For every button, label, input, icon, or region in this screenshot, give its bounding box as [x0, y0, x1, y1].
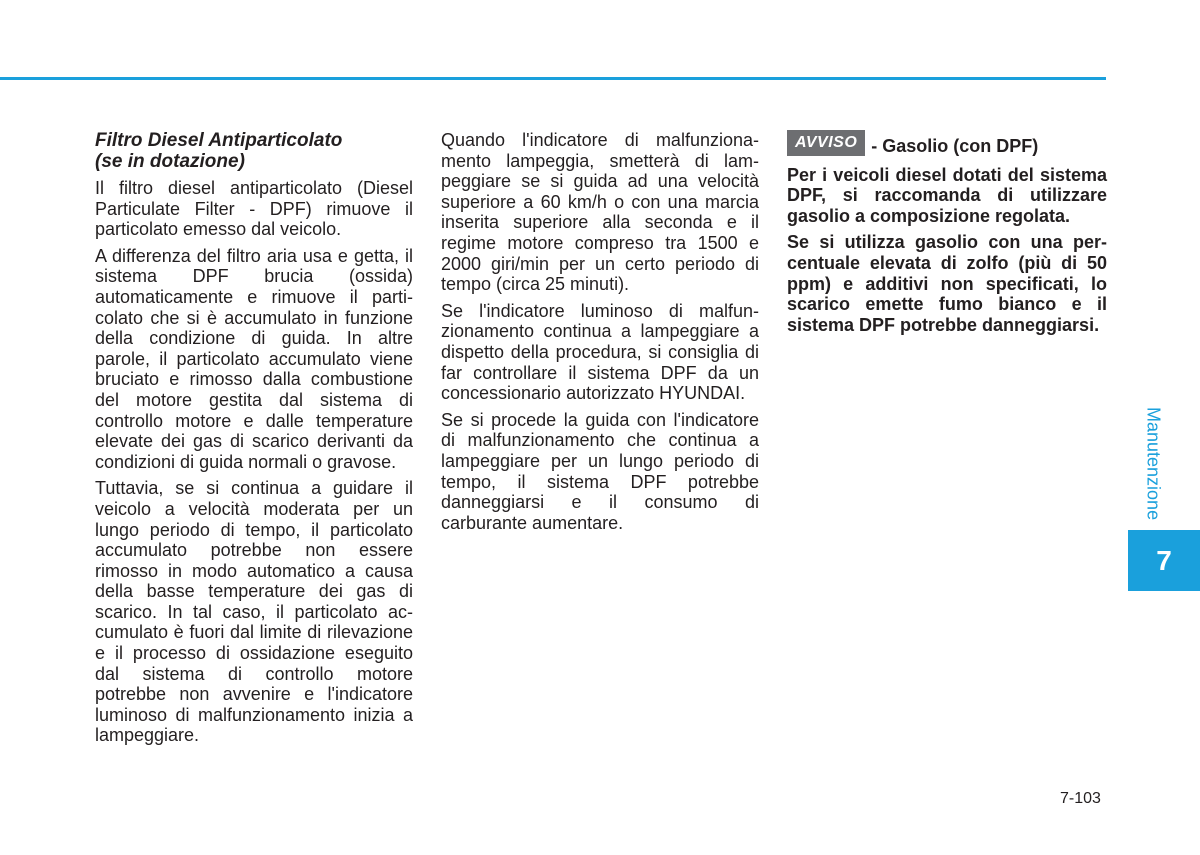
column-left	[95, 130, 413, 752]
header-rule	[0, 77, 1106, 80]
chapter-tab: 7	[1128, 530, 1200, 591]
warning-title: - Gasolio (con DPF)	[871, 136, 1039, 156]
warning-header	[787, 130, 1107, 157]
paragraph-indicator-dealer: Se l'indicatore luminoso di malfunzionamento continua a lampeggiare a dispetto della procedura, si consiglia di far controllare il sistema DPF da un concessionario autorizzato HYUNDAI.	[441, 300, 759, 404]
page-number: 7-103	[1060, 790, 1101, 807]
section-title-line2: (se in dotazione)	[95, 151, 245, 172]
warning-paragraph-sulfur: Se si utilizza gasolio con una percentuale elevata di zolfo (più di 50 ppm) e additivi non specificati, lo scarico emette fumo bianco e il sistema DPF potrebbe danneggiarsi.	[787, 232, 1107, 335]
warning-paragraph-fuel: Per i veicoli diesel dotati del sistema DPF, si raccomanda di utilizzare gasolio a composizione regolata.	[787, 164, 1107, 226]
column-middle	[441, 130, 759, 539]
paragraph-dpf-intro: Il filtro diesel antiparticolato (Diesel Particulate Filter - DPF) rimuove il particolato emesso dal veicolo.	[95, 178, 413, 240]
section-title-line1: Filtro Diesel Antiparticolato	[95, 130, 343, 151]
paragraph-indicator-stop: Quando l'indicatore di malfunzionamento lampeggia, smetterà di lampeggiare se si guida ad una velocità superiore a 60 km/h o con una marcia inserita superiore alla seconda e il regime motore compreso tra 1500 e 2000 giri/min per un certo periodo di tempo (circa 25 minuti).	[441, 130, 759, 295]
paragraph-dpf-operation: A differenza del filtro aria usa e getta, il sistema DPF brucia (ossida) automaticamente e rimuove il particolato che si è accumulato in funzione della condizione di guida. In altre parole, il particolato accumulato viene bruciato e rimosso dalla combustione del motore gestita dal sistema di controllo motore e dalle temperature elevate dei gas di scarico derivanti da condizioni di guida normali o gravose.	[95, 245, 413, 472]
warning-badge: AVVISO	[787, 130, 865, 156]
paragraph-indicator-damage: Se si procede la guida con l'indicatore di malfunzionamento che continua a lampeggiare per un lungo periodo di tempo, il sistema DPF potrebbe danneggiarsi e il consumo di carburante aumentare.	[441, 409, 759, 533]
paragraph-dpf-low-speed: Tuttavia, se si continua a guidare il veicolo a velocità moderata per un lungo periodo di tempo, il particolato accumulato potrebbe non essere rimosso in modo automatico a causa della basse temperature dei gas di scarico. In tal caso, il particolato accumulato è fuori dal limite di rilevazione e il processo di ossidazione eseguito dal sistema di controllo motore potrebbe non avvenire e l'indicatore luminoso di malfunzionamento inizia a lampeggiare.	[95, 478, 413, 746]
chapter-side-label: Manutenzione	[1143, 407, 1164, 521]
section-title	[95, 130, 413, 172]
column-right	[787, 130, 1107, 341]
